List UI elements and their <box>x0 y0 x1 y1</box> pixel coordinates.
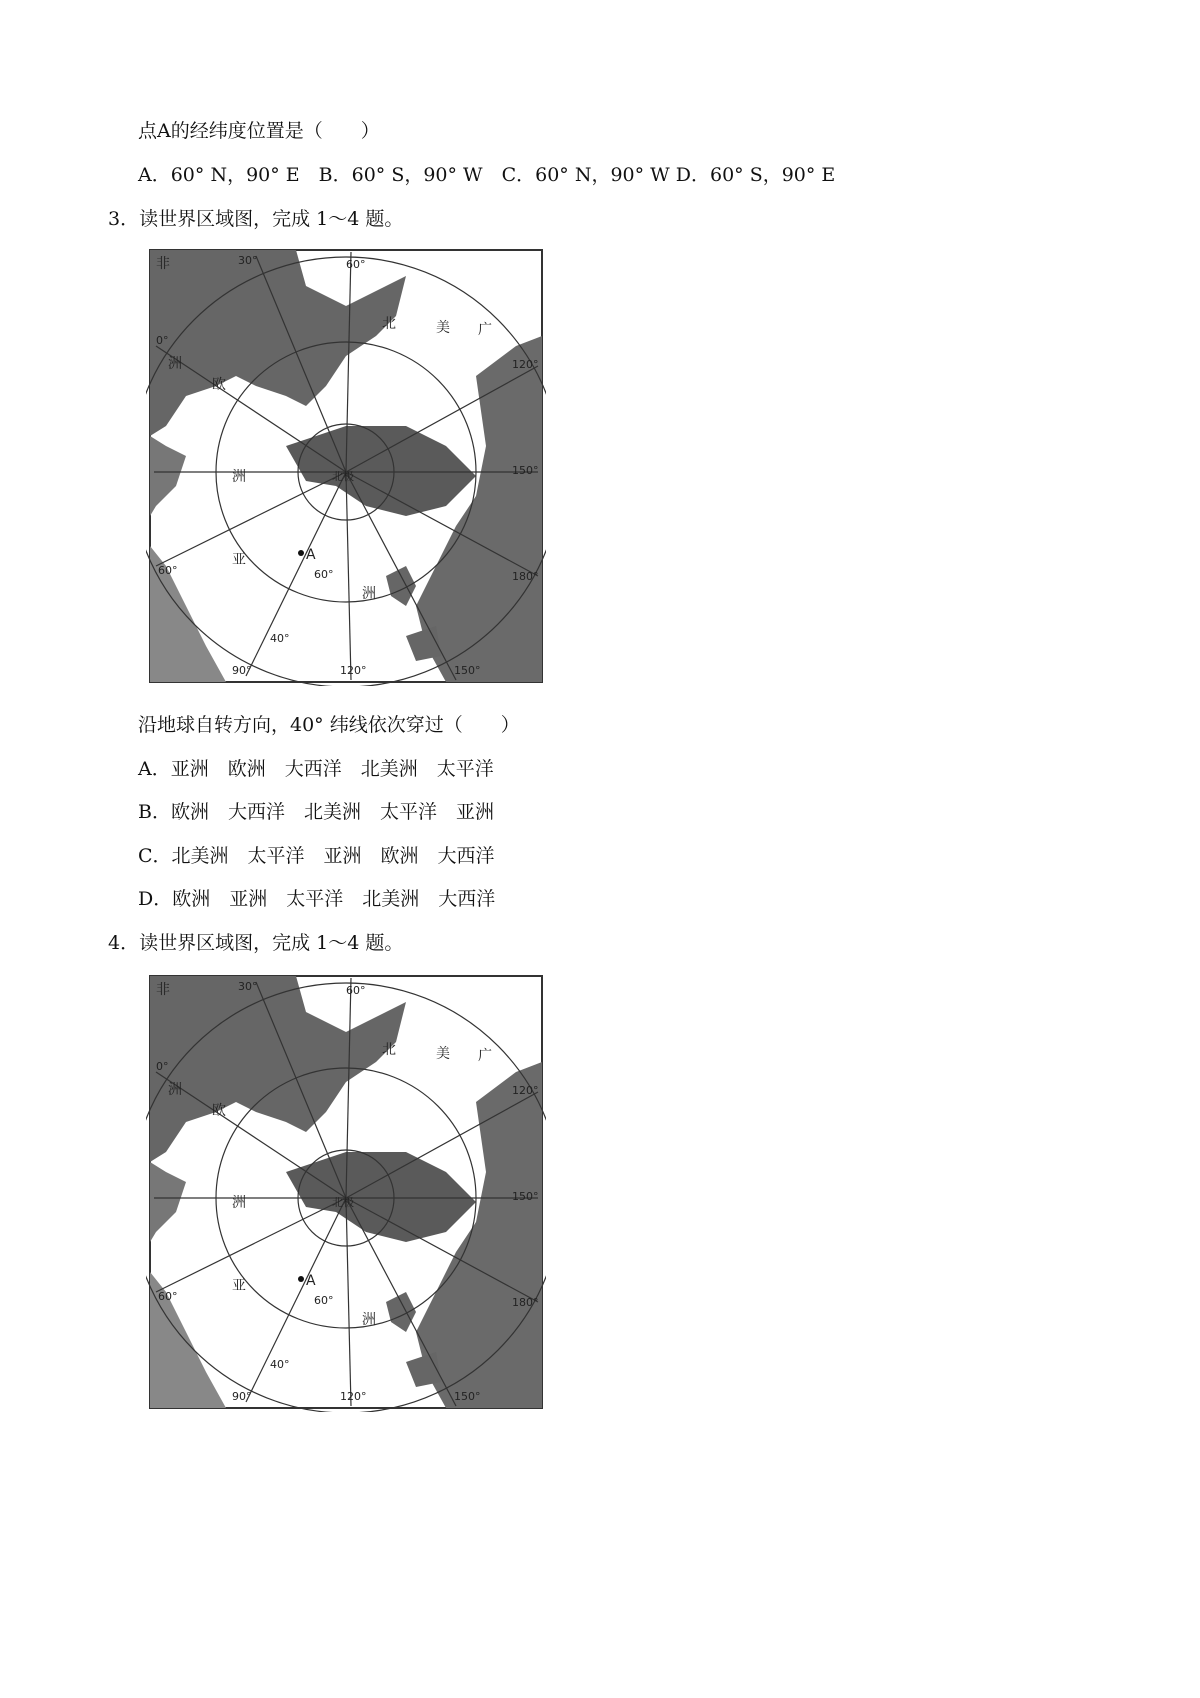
guang-label: 广 <box>478 1048 492 1064</box>
lon-0-label: 0° <box>156 1060 169 1073</box>
bei-label: 北 <box>382 1042 396 1058</box>
q3-map-svg <box>146 246 546 686</box>
q3-option-b: B．欧洲 大西洋 北美洲 太平洋 亚洲 <box>138 801 494 823</box>
lon-30-label: 30° <box>238 980 258 993</box>
ou-label: 欧 <box>212 377 226 393</box>
lon-60-left-label: 60° <box>158 564 178 577</box>
q3-map <box>146 246 546 686</box>
q3-option-d: D．欧洲 亚洲 太平洋 北美洲 大西洋 <box>138 888 496 910</box>
north-pole-label: 北极 <box>332 1196 354 1209</box>
ya-label: 亚 <box>232 552 246 568</box>
ya-zhou-label: 洲 <box>362 1312 376 1328</box>
lat-40-label: 40° <box>270 1358 290 1371</box>
q4-map <box>146 972 546 1412</box>
point-a-dot <box>298 550 304 556</box>
ou-zhou-label: 洲 <box>232 469 246 485</box>
lon-60-top-label: 60° <box>346 984 366 997</box>
point-a-label: A <box>306 547 316 563</box>
lon-120-bottom-label: 120° <box>340 1390 367 1403</box>
point-a-dot <box>298 1276 304 1282</box>
q4-map-svg <box>146 972 546 1412</box>
lon-60-top-label: 60° <box>346 258 366 271</box>
q2-question: 点A的经纬度位置是（ ） <box>138 120 380 142</box>
lon-150-bottom-label: 150° <box>454 1390 481 1403</box>
fei-label: 非 <box>156 256 170 272</box>
lon-150-right-label: 150° <box>512 1190 539 1203</box>
guang-label: 广 <box>478 322 492 338</box>
lon-0-label: 0° <box>156 334 169 347</box>
zhou-label: 洲 <box>168 1082 182 1098</box>
q3-option-a: A．亚洲 欧洲 大西洋 北美洲 太平洋 <box>138 758 494 780</box>
lon-150-bottom-label: 150° <box>454 664 481 677</box>
mei-label: 美 <box>436 1046 450 1062</box>
q3-option-c: C．北美洲 太平洋 亚洲 欧洲 大西洋 <box>138 845 495 867</box>
q2-options: A．60° N，90° E B．60° S，90° W C．60° N，90° W D．60° S，90° E <box>138 164 836 186</box>
ou-zhou-label: 洲 <box>232 1195 246 1211</box>
mei-label: 美 <box>436 320 450 336</box>
lon-90-label: 90° <box>232 664 252 677</box>
lon-30-label: 30° <box>238 254 258 267</box>
lon-90-label: 90° <box>232 1390 252 1403</box>
fei-label: 非 <box>156 982 170 998</box>
ya-label: 亚 <box>232 1278 246 1294</box>
zhou-label: 洲 <box>168 356 182 372</box>
lon-120-label: 120° <box>512 358 539 371</box>
lat-60-label: 60° <box>314 568 334 581</box>
lat-60-label: 60° <box>314 1294 334 1307</box>
bei-label: 北 <box>382 316 396 332</box>
lon-120-bottom-label: 120° <box>340 664 367 677</box>
ou-label: 欧 <box>212 1103 226 1119</box>
lon-120-label: 120° <box>512 1084 539 1097</box>
ya-zhou-label: 洲 <box>362 586 376 602</box>
q4-title: 4．读世界区域图，完成 1～4 题。 <box>108 932 404 954</box>
lon-180-label: 180° <box>512 1296 539 1309</box>
lon-180-label: 180° <box>512 570 539 583</box>
q3-question: 沿地球自转方向，40° 纬线依次穿过（ ） <box>138 714 520 736</box>
lon-150-right-label: 150° <box>512 464 539 477</box>
lon-60-left-label: 60° <box>158 1290 178 1303</box>
lat-40-label: 40° <box>270 632 290 645</box>
q3-title: 3．读世界区域图，完成 1～4 题。 <box>108 208 404 230</box>
point-a-label: A <box>306 1273 316 1289</box>
north-pole-label: 北极 <box>332 470 354 483</box>
